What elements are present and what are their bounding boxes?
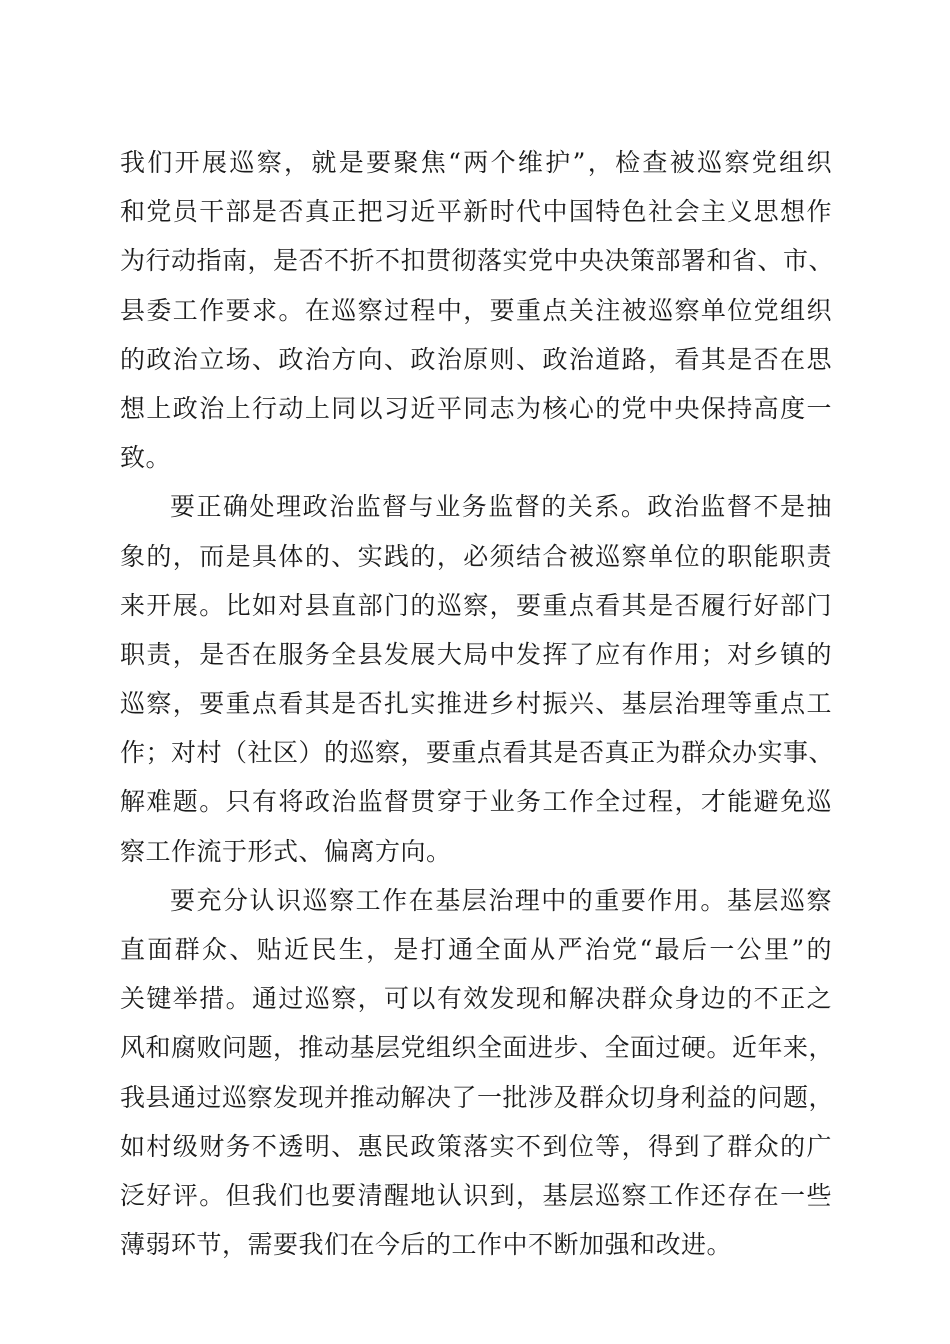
text-line: 泛好评。但我们也要清醒地认识到，基层巡察工作还存在一些 — [120, 1180, 832, 1210]
text-line: 县委工作要求。在巡察过程中，要重点关注被巡察单位党组织 — [120, 295, 832, 325]
paragraph-3 — [120, 876, 835, 1270]
text-line: 为行动指南，是否不折不扣贯彻落实党中央决策部署和省、市、 — [120, 246, 835, 276]
text-line: 如村级财务不透明、惠民政策落实不到位等，得到了群众的广 — [120, 1131, 832, 1161]
text-line: 和党员干部是否真正把习近平新时代中国特色社会主义思想作 — [120, 197, 832, 227]
text-line: 想上政治上行动上同以习近平同志为核心的党中央保持高度一 — [120, 393, 832, 423]
text-line: 作；对村（社区）的巡察，要重点看其是否真正为群众办实事、 — [120, 738, 835, 768]
text-line: 象的，而是具体的、实践的，必须结合被巡察单位的职能职责 — [120, 541, 832, 571]
text-line: 薄弱环节，需要我们在今后的工作中不断加强和改进。 — [120, 1230, 733, 1260]
text-line: 致。 — [120, 443, 172, 473]
text-line: 要充分认识巡察工作在基层治理中的重要作用。基层巡察 — [170, 885, 832, 915]
text-line: 巡察，要重点看其是否扎实推进乡村振兴、基层治理等重点工 — [120, 689, 832, 719]
document-body — [120, 138, 835, 1269]
text-line: 的政治立场、政治方向、政治原则、政治道路，看其是否在思 — [120, 344, 832, 374]
text-line: 察工作流于形式、偏离方向。 — [120, 836, 452, 866]
text-line: 职责，是否在服务全县发展大局中发挥了应有作用；对乡镇的 — [120, 639, 832, 669]
text-line: 来开展。比如对县直部门的巡察，要重点看其是否履行好部门 — [120, 590, 832, 620]
text-line: 解难题。只有将政治监督贯穿于业务工作全过程，才能避免巡 — [120, 787, 832, 817]
text-line: 我县通过巡察发现并推动解决了一批涉及群众切身利益的问题， — [120, 1082, 835, 1112]
text-line: 直面群众、贴近民生，是打通全面从严治党“最后一公里”的 — [120, 935, 832, 964]
paragraph-2 — [120, 482, 835, 876]
text-line: 要正确处理政治监督与业务监督的关系。政治监督不是抽 — [170, 492, 832, 522]
paragraph-1 — [120, 138, 835, 482]
text-line: 风和腐败问题，推动基层党组织全面进步、全面过硬。近年来， — [120, 1033, 835, 1063]
text-line: 我们开展巡察，就是要聚焦“两个维护”，检查被巡察党组织 — [120, 148, 832, 177]
text-line: 关键举措。通过巡察，可以有效发现和解决群众身边的不正之 — [120, 984, 832, 1014]
